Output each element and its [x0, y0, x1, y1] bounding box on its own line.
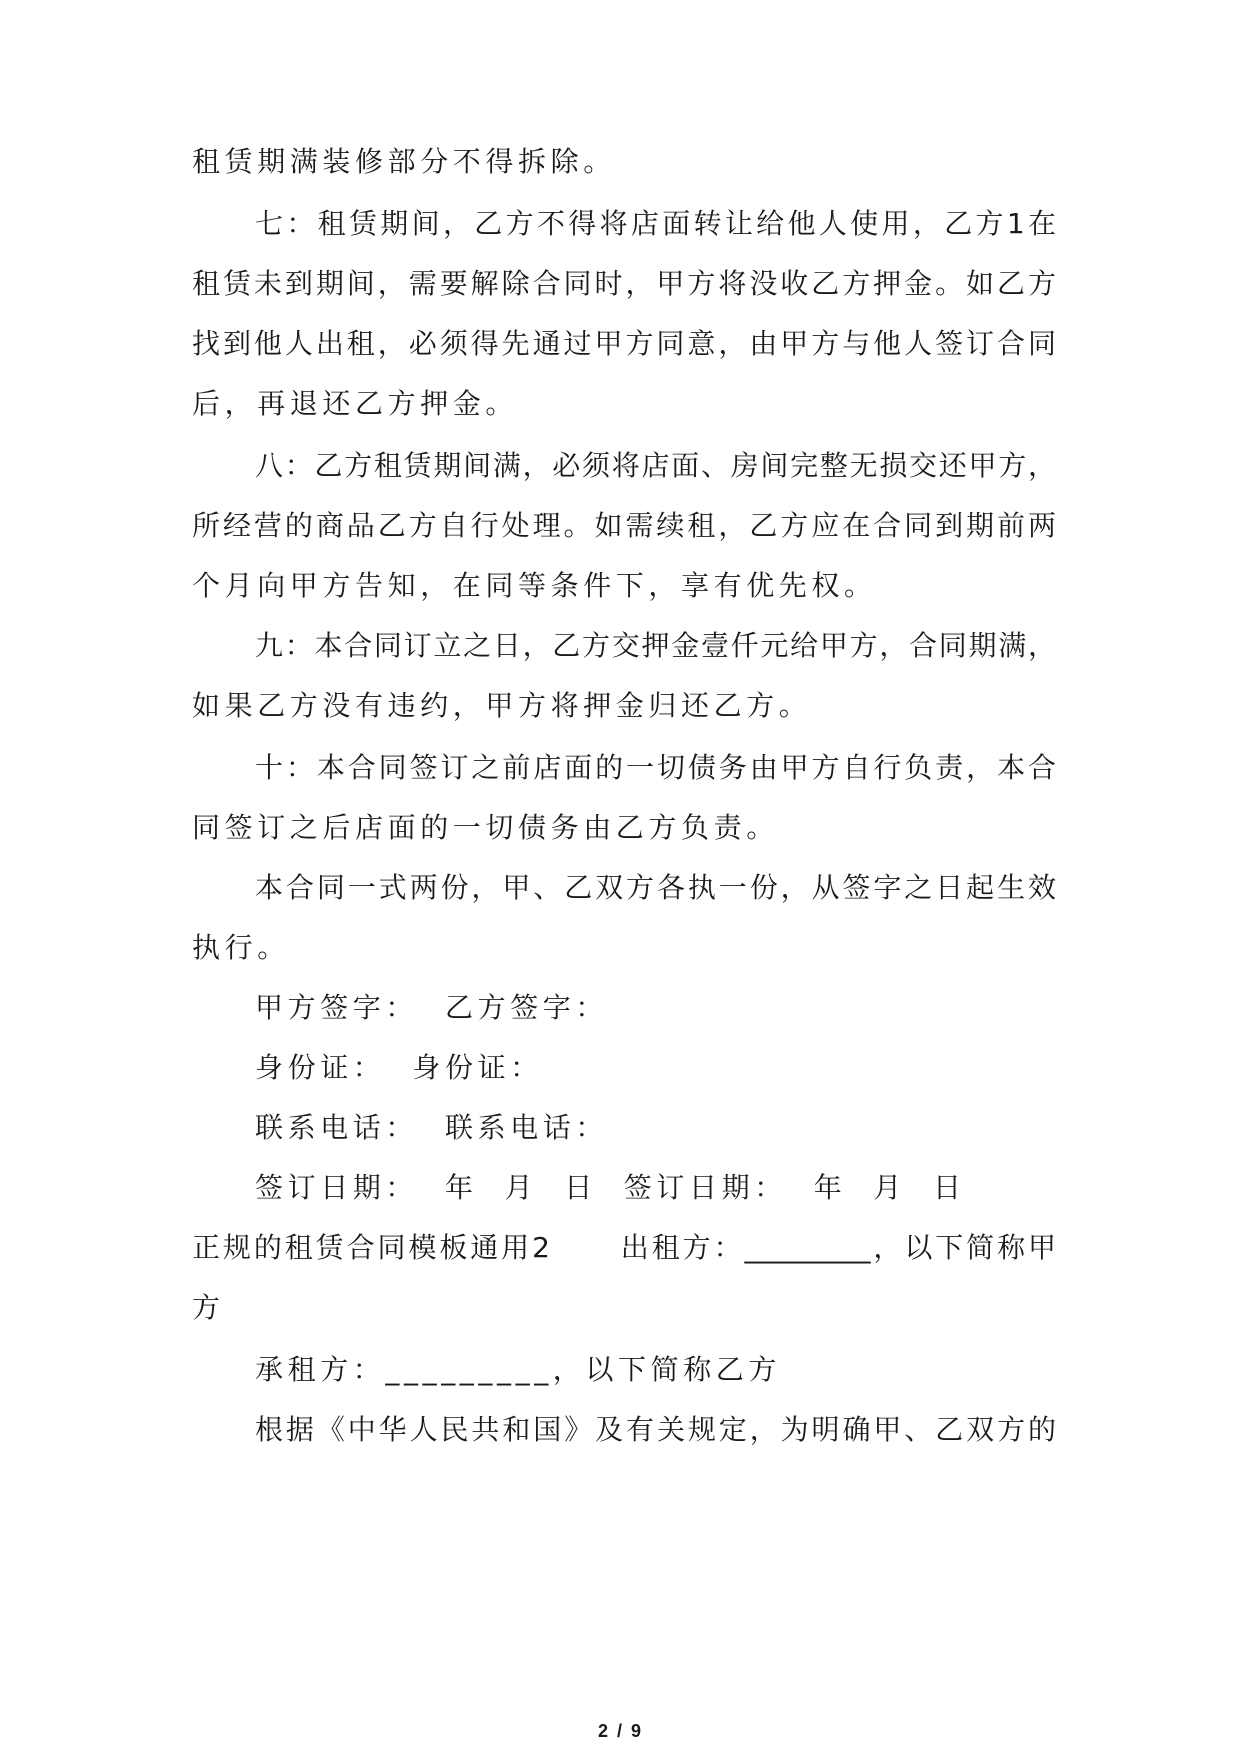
- text-line: 承租方：_________，以下简称乙方: [255, 1353, 782, 1386]
- text-line: 后，再退还乙方押金。: [192, 387, 519, 420]
- text-line: 九：本合同订立之日，乙方交押金壹仟元给甲方，合同期满，: [255, 629, 1056, 662]
- text-line: 十：本合同签订之前店面的一切债务由甲方自行负责，本合: [255, 751, 1056, 784]
- text-line: 方: [192, 1291, 225, 1324]
- text-line: 身份证： 身份证：: [255, 1051, 543, 1084]
- text-line: 租赁未到期间，需要解除合同时，甲方将没收乙方押金。如乙方: [192, 267, 1056, 300]
- text-line: 个月向甲方告知，在同等条件下，享有优先权。: [192, 569, 877, 602]
- text-line: 本合同一式两份，甲、乙双方各执一份，从签字之日起生效: [255, 871, 1056, 904]
- text-line: 签订日期： 年 月 日 签订日期： 年 月 日: [255, 1171, 966, 1204]
- text-line: 八：乙方租赁期间满，必须将店面、房间完整无损交还甲方，: [255, 449, 1056, 482]
- text-line: 根据《中华人民共和国》及有关规定，为明确甲、乙双方的: [255, 1413, 1056, 1446]
- text-line: 同签订之后店面的一切债务由乙方负责。: [192, 811, 779, 844]
- text-line: 租赁期满装修部分不得拆除。: [192, 145, 616, 178]
- text-line: 执行。: [192, 931, 290, 964]
- text-line: 所经营的商品乙方自行处理。如需续租，乙方应在合同到期前两: [192, 509, 1056, 542]
- text-line: 如果乙方没有违约，甲方将押金归还乙方。: [192, 689, 812, 722]
- text-line: 正规的租赁合同模板通用2 出租方：_________，以下简称甲: [192, 1231, 1056, 1264]
- text-line: 七：租赁期间，乙方不得将店面转让给他人使用，乙方1在: [255, 207, 1056, 240]
- page-number: 2 / 9: [597, 1721, 644, 1741]
- text-line: 联系电话： 联系电话：: [255, 1111, 609, 1144]
- text-line: 甲方签字： 乙方签字：: [255, 991, 609, 1024]
- text-line: 找到他人出租，必须得先通过甲方同意，由甲方与他人签订合同: [192, 327, 1056, 360]
